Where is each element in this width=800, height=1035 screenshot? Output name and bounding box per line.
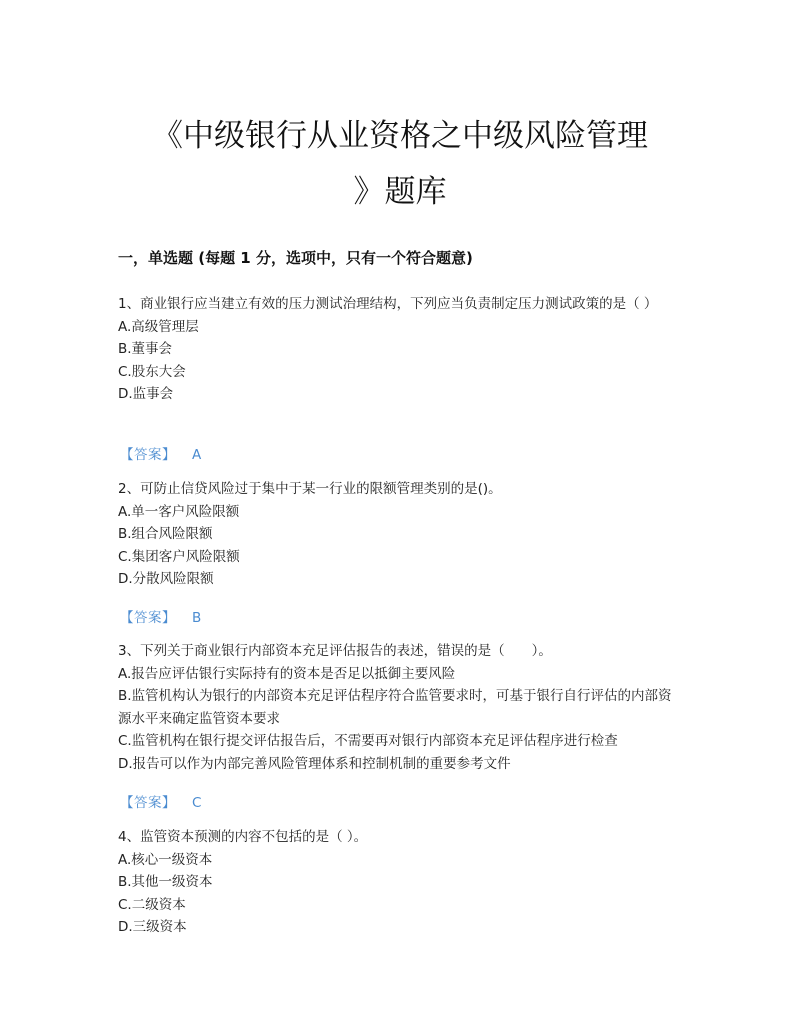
option-d: D.分散风险限额 — [118, 571, 214, 587]
question-stem: 4、监管资本预测的内容不包括的是（ ）。 — [118, 829, 368, 845]
answer-3 — [120, 791, 202, 811]
question-2 — [118, 478, 680, 591]
document-title-line1: 《中级银行从业资格之中级风险管理 — [152, 118, 648, 154]
question-stem: 2、可防止信贷风险过于集中于某一行业的限额管理类别的是()。 — [118, 481, 502, 497]
option-c: C.二级资本 — [118, 896, 186, 913]
section-heading: 一，单选题 (每题 1 分，选项中，只有一个符合题意) — [118, 249, 473, 267]
answer-2 — [120, 606, 202, 626]
question-stem: 1、商业银行应当建立有效的压力测试治理结构，下列应当负责制定压力测试政策的是（ ） — [118, 296, 658, 312]
question-4 — [118, 826, 680, 939]
answer-value: C — [192, 795, 202, 811]
answer-label: 【答案】 — [120, 610, 176, 626]
option-c: C.集团客户风险限额 — [118, 548, 240, 565]
option-b: B.组合风险限额 — [118, 526, 213, 542]
question-stem: 3、下列关于商业银行内部资本充足评估报告的表述，错误的是（ ）。 — [118, 643, 552, 659]
option-d: D.监事会 — [118, 386, 174, 402]
option-c: C.股东大会 — [118, 363, 186, 380]
answer-label: 【答案】 — [120, 795, 176, 811]
document-title-line2: 》题库 — [353, 174, 447, 210]
answer-value: B — [192, 610, 202, 626]
document-title — [100, 108, 700, 220]
option-a: A.单一客户风险限额 — [118, 503, 240, 520]
answer-1 — [120, 443, 202, 463]
option-b: B.董事会 — [118, 341, 173, 357]
option-c: C.监管机构在银行提交评估报告后，不需要再对银行内部资本充足评估程序进行检查 — [118, 733, 618, 749]
answer-value: A — [192, 447, 202, 463]
option-b: B.监管机构认为银行的内部资本充足评估程序符合监管要求时，可基于银行自行评估的内部资源水平来确定监管资本要求 — [118, 688, 672, 727]
option-a: A.高级管理层 — [118, 318, 199, 335]
question-3 — [118, 640, 680, 775]
answer-label: 【答案】 — [120, 447, 176, 463]
option-d: D.三级资本 — [118, 919, 187, 935]
option-d: D.报告可以作为内部完善风险管理体系和控制机制的重要参考文件 — [118, 755, 511, 772]
option-b: B.其他一级资本 — [118, 874, 213, 890]
question-1 — [118, 293, 680, 406]
option-a: A.报告应评估银行实际持有的资本是否足以抵御主要风险 — [118, 665, 456, 682]
option-a: A.核心一级资本 — [118, 851, 213, 868]
